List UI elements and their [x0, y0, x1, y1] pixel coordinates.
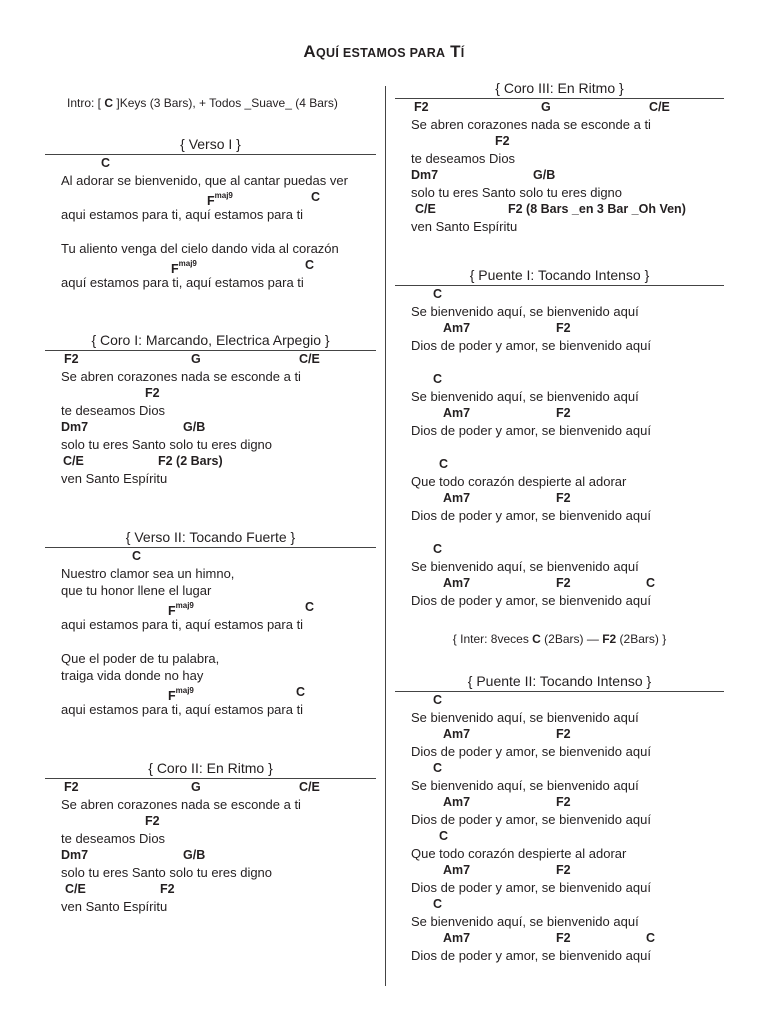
- chord-line: [411, 930, 724, 947]
- chord: F2: [556, 406, 571, 420]
- lyric-line: aquí estamos para ti, aquí estamos para ti: [61, 275, 304, 290]
- chord-line: [61, 779, 376, 796]
- chord: Am7: [443, 406, 471, 420]
- chord-line: [411, 726, 724, 743]
- chord-line: [61, 257, 376, 277]
- lyric-line: Se bienvenido aquí, se bienvenido aquí: [411, 710, 639, 725]
- chord: F2: [556, 576, 571, 590]
- lyric-line: Dios de poder y amor, se bienvenido aquí: [411, 812, 651, 827]
- chord: $F^{maj9}$: [168, 601, 194, 619]
- lyric-line: traiga vida donde no hay: [61, 668, 204, 683]
- lyric-line: Se abren corazones nada se esconde a ti: [61, 797, 301, 812]
- chord: Am7: [443, 576, 471, 590]
- lyric-line: Dios de poder y amor, se bienvenido aquí: [411, 338, 651, 353]
- chord-line: [411, 405, 724, 422]
- chord: C: [433, 693, 443, 707]
- chord: G: [191, 780, 201, 794]
- section-lines: [395, 692, 724, 964]
- lyric-line: solo tu eres Santo solo tu eres digno: [61, 865, 273, 880]
- inter-chord-2: F2: [602, 632, 617, 646]
- column-divider: [385, 86, 386, 986]
- chord-extension: maj9: [214, 191, 233, 200]
- inter-mid: (2Bars) —: [540, 632, 603, 646]
- chord-line: [61, 419, 376, 436]
- chord-line: [61, 847, 376, 864]
- interlude-line: [395, 632, 724, 646]
- chord: C: [305, 600, 315, 614]
- lyric-line: Se abren corazones nada se esconde a ti: [61, 369, 301, 384]
- section-lines: [395, 286, 724, 609]
- lyric-line: Dios de poder y amor, se bienvenido aquí: [411, 948, 651, 963]
- lyric-line: solo tu eres Santo solo tu eres digno: [411, 185, 623, 200]
- inter-suffix: (2Bars) }: [616, 632, 667, 646]
- section-title: { Coro III: En Ritmo }: [395, 78, 724, 99]
- intro-line: [67, 96, 338, 110]
- section-verso-1: [45, 134, 376, 291]
- chord-line: [411, 320, 724, 337]
- chord: Am7: [443, 795, 471, 809]
- chord-line: [411, 201, 724, 218]
- chord: C: [311, 190, 321, 204]
- chord: F2 (2 Bars): [158, 454, 223, 468]
- chord: C: [305, 258, 315, 272]
- chord-line: [411, 490, 724, 507]
- lyric-line: ven Santo Espíritu: [61, 899, 168, 914]
- lyric-line: Se bienvenido aquí, se bienvenido aquí: [411, 559, 639, 574]
- lyric-line: aqui estamos para ti, aquí estamos para ti: [61, 207, 304, 222]
- section-lines: [45, 548, 376, 718]
- chord-line: [411, 371, 724, 388]
- chord-line: [411, 286, 724, 303]
- chord: F2: [556, 863, 571, 877]
- chord-extension: maj9: [178, 259, 197, 268]
- chord-line: [411, 99, 724, 116]
- lyric-line: que tu honor llene el lugar: [61, 583, 212, 598]
- chord-line: [411, 167, 724, 184]
- blank-line: [411, 354, 724, 371]
- chord: F2: [64, 352, 79, 366]
- lyric-line: Se abren corazones nada se esconde a ti: [411, 117, 651, 132]
- inter-chord-1: C: [532, 632, 541, 646]
- chord: Am7: [443, 863, 471, 877]
- chord: C: [433, 542, 443, 556]
- chord-line: [61, 351, 376, 368]
- chord: F2 (8 Bars _en 3 Bar _Oh Ven): [508, 202, 686, 216]
- chord: G/B: [533, 168, 556, 182]
- section-lines: [45, 351, 376, 487]
- lyric-line: Se bienvenido aquí, se bienvenido aquí: [411, 914, 639, 929]
- chord-line: [411, 575, 724, 592]
- chord: Am7: [443, 321, 471, 335]
- chord: Am7: [443, 491, 471, 505]
- intro-rest: ]Keys (3 Bars), + Todos _Suave_ (4 Bars): [113, 96, 338, 110]
- section-lines: [395, 99, 724, 235]
- chord-line: [411, 133, 724, 150]
- chord: C: [433, 372, 443, 386]
- chord: G: [541, 100, 551, 114]
- chord: F2: [414, 100, 429, 114]
- lyric-line: Que el poder de tu palabra,: [61, 651, 220, 666]
- blank-line: [411, 524, 724, 541]
- chord: C: [439, 457, 449, 471]
- lyric-line: Dios de poder y amor, se bienvenido aquí: [411, 508, 651, 523]
- chord-line: [411, 541, 724, 558]
- chord: F2: [145, 386, 160, 400]
- lyric-line: aqui estamos para ti, aquí estamos para ti: [61, 617, 304, 632]
- chord-line: [411, 794, 724, 811]
- chord: G: [191, 352, 201, 366]
- chord: G/B: [183, 420, 206, 434]
- chord: Dm7: [61, 848, 89, 862]
- section-coro-2: [45, 758, 376, 915]
- chord-extension: maj9: [175, 686, 194, 695]
- section-lines: [45, 155, 376, 291]
- chord-line: [411, 760, 724, 777]
- chord-line: [61, 385, 376, 402]
- chord-extension: maj9: [175, 601, 194, 610]
- lyric-line: Dios de poder y amor, se bienvenido aquí: [411, 744, 651, 759]
- title-initial: A: [303, 42, 316, 61]
- chord: F2: [556, 727, 571, 741]
- lyric-line: Dios de poder y amor, se bienvenido aquí: [411, 593, 651, 608]
- chord: C: [439, 829, 449, 843]
- chord: F2: [556, 795, 571, 809]
- chord: C: [101, 156, 111, 170]
- chord: Dm7: [61, 420, 89, 434]
- blank-line: [61, 633, 376, 650]
- title-body: QUÍ ESTAMOS PARA: [316, 46, 446, 60]
- chord-line: [61, 155, 376, 172]
- chord: C/E: [415, 202, 436, 216]
- section-lines: [45, 779, 376, 915]
- chord-line: [61, 881, 376, 898]
- chord: C: [433, 897, 443, 911]
- title-last-initial: T: [450, 42, 461, 61]
- blank-line: [411, 439, 724, 456]
- chord: C: [646, 576, 656, 590]
- lyric-line: Que todo corazón despierte al adorar: [411, 474, 627, 489]
- chord: C/E: [299, 352, 320, 366]
- lyric-line: Que todo corazón despierte al adorar: [411, 846, 627, 861]
- chord: C/E: [65, 882, 86, 896]
- chord: C: [646, 931, 656, 945]
- lyric-line: Dios de poder y amor, se bienvenido aquí: [411, 423, 651, 438]
- lyric-line: Se bienvenido aquí, se bienvenido aquí: [411, 778, 639, 793]
- lyric-line: Nuestro clamor sea un himno,: [61, 566, 235, 581]
- lyric-line: solo tu eres Santo solo tu eres digno: [61, 437, 273, 452]
- inter-prefix: { Inter: 8veces: [452, 632, 533, 646]
- chord: $F^{maj9}$: [207, 191, 233, 209]
- chord: C: [433, 761, 443, 775]
- lyric-line: te deseamos Dios: [61, 403, 166, 418]
- intro-chord: C: [104, 96, 114, 110]
- chord: F2: [145, 814, 160, 828]
- lyric-line: Tu aliento venga del cielo dando vida al corazón: [61, 241, 339, 256]
- chord-line: [61, 599, 376, 619]
- lyric-line: ven Santo Espíritu: [61, 471, 168, 486]
- chord: G/B: [183, 848, 206, 862]
- chord-line: [411, 862, 724, 879]
- lyric-line: te deseamos Dios: [411, 151, 516, 166]
- chord-line: [61, 548, 376, 565]
- chord-line: [411, 456, 724, 473]
- section-title: { Coro II: En Ritmo }: [45, 758, 376, 779]
- section-title: { Puente II: Tocando Intenso }: [395, 671, 724, 692]
- chord: C: [296, 685, 306, 699]
- section-title: { Verso I }: [45, 134, 376, 155]
- song-title: [0, 42, 768, 62]
- chord-line: [411, 828, 724, 845]
- chord: C: [433, 287, 443, 301]
- chord: F2: [556, 321, 571, 335]
- section-verso-2: [45, 527, 376, 718]
- chord-line: [61, 684, 376, 704]
- chord: C/E: [299, 780, 320, 794]
- chord-line: [61, 189, 376, 209]
- lyric-line: Se bienvenido aquí, se bienvenido aquí: [411, 304, 639, 319]
- lyric-line: Al adorar se bienvenido, que al cantar puedas ver: [61, 173, 348, 188]
- section-puente-1: [395, 265, 724, 609]
- section-coro-1: [45, 330, 376, 487]
- chord: $F^{maj9}$: [171, 259, 197, 277]
- chord: C: [132, 549, 142, 563]
- chord-line: [61, 813, 376, 830]
- title-last-small: Í: [460, 46, 465, 60]
- chord: F2: [160, 882, 175, 896]
- blank-line: [61, 223, 376, 240]
- chord: C/E: [649, 100, 670, 114]
- chord: Am7: [443, 931, 471, 945]
- lyric-line: te deseamos Dios: [61, 831, 166, 846]
- chord: F2: [495, 134, 510, 148]
- lyric-line: aqui estamos para ti, aquí estamos para ti: [61, 702, 304, 717]
- section-title: { Puente I: Tocando Intenso }: [395, 265, 724, 286]
- section-puente-2: [395, 671, 724, 964]
- chord: C/E: [63, 454, 84, 468]
- lyric-line: Dios de poder y amor, se bienvenido aquí: [411, 880, 651, 895]
- chord: F2: [556, 931, 571, 945]
- intro-prefix: Intro: [: [67, 96, 105, 110]
- chord-line: [411, 896, 724, 913]
- section-title: { Verso II: Tocando Fuerte }: [45, 527, 376, 548]
- lyric-line: ven Santo Espíritu: [411, 219, 518, 234]
- chord: Dm7: [411, 168, 439, 182]
- chord-line: [411, 692, 724, 709]
- chord: F2: [556, 491, 571, 505]
- section-title: { Coro I: Marcando, Electrica Arpegio }: [45, 330, 376, 351]
- chord: F2: [64, 780, 79, 794]
- chord: $F^{maj9}$: [168, 686, 194, 704]
- chord-line: [61, 453, 376, 470]
- chord: Am7: [443, 727, 471, 741]
- lyric-line: Se bienvenido aquí, se bienvenido aquí: [411, 389, 639, 404]
- section-coro-3: [395, 78, 724, 235]
